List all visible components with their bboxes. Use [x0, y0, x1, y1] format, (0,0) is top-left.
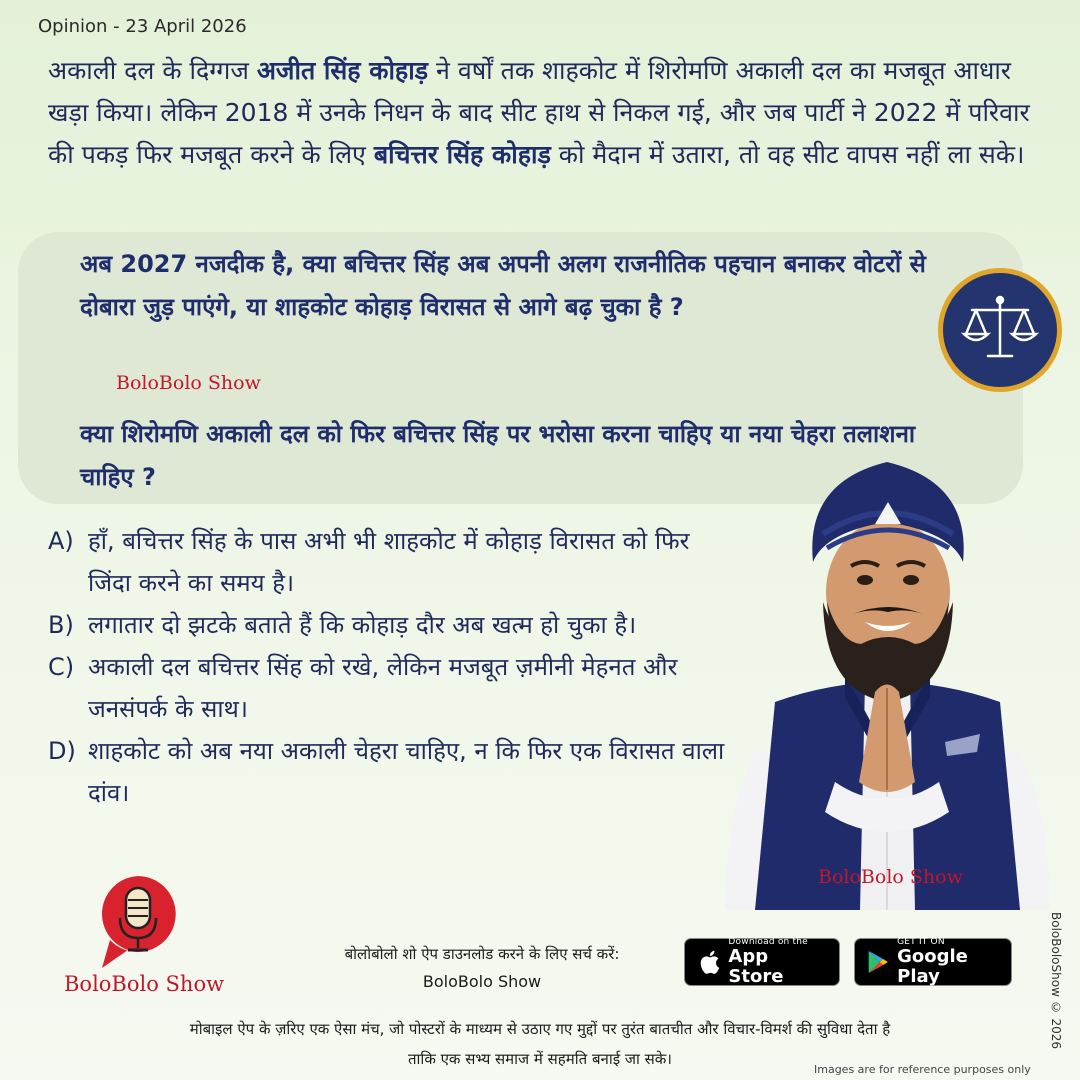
google-play-small-text: GET IT ON [897, 937, 945, 947]
google-play-button[interactable] [854, 938, 1012, 986]
disclaimer: Images are for reference purposes only [814, 1063, 1031, 1076]
watermark-text: BoloBolo Show [116, 372, 261, 394]
option-c[interactable] [48, 646, 728, 730]
scales-of-justice-icon [938, 268, 1062, 392]
intro-name-bachittar: बचित्तर सिंह कोहाड़ [373, 140, 551, 169]
download-app-name: BoloBolo Show [422, 972, 542, 991]
intro-paragraph [48, 50, 1048, 176]
download-prompt [292, 940, 672, 996]
intro-text-2: ने वर्षों तक शाहकोट में शिरोमणि अकाली दल का मजबूत आधार खड़ा किया। लेकिन 2018 में उनके निधन के बाद सीट हाथ से निकल गई, और जब पार्टी ने 2022 में परिवार की पकड़ फिर मजबूत करने के लिए [48, 56, 1030, 169]
option-text: लगातार दो झटके बताते हैं कि कोहाड़ दौर अब खत्म हो चुका है। [88, 611, 637, 639]
intro-text-1: अकाली दल के दिग्गज [48, 56, 257, 85]
option-d[interactable] [48, 730, 728, 814]
option-a[interactable] [48, 520, 728, 604]
option-letter: B) [48, 611, 74, 639]
option-letter: A) [48, 527, 74, 555]
app-store-small-text: Download on the [728, 937, 808, 947]
intro-name-ajit: अजीत सिंह कोहाड़ [256, 56, 429, 85]
options-list [48, 520, 728, 814]
option-text: हाँ, बचित्तर सिंह के पास अभी भी शाहकोट में कोहाड़ विरासत को फिर जिंदा करने का समय है। [88, 527, 690, 597]
tagline-line-1: मोबाइल ऐप के ज़रिए एक ऐसा मंच, जो पोस्टरों के माध्यम से उठाए गए मुद्दों पर तुरंत बातचीत और विचार-विमर्श की सुविधा देता है [189, 1020, 891, 1038]
google-play-icon [867, 948, 889, 976]
app-store-label: App Store [728, 946, 784, 987]
microphone-icon [98, 874, 178, 970]
option-text: शाहकोट को अब नया अकाली चेहरा चाहिए, न कि फिर एक विरासत वाला दांव। [88, 737, 725, 807]
politician-portrait [715, 452, 1060, 910]
copyright-vertical: BoloBoloShow © 2026 [1049, 912, 1063, 1050]
option-b[interactable] [48, 604, 728, 646]
app-store-button[interactable] [684, 938, 840, 986]
question-2: क्या शिरोमणि अकाली दल को फिर बचित्तर सिंह पर भरोसा करना चाहिए या नया चेहरा तलाशना चाहिए ? [80, 420, 916, 491]
question-1: अब 2027 नजदीक है, क्या बचित्तर सिंह अब अपनी अलग राजनीतिक पहचान बनाकर वोटरों से दोबारा जुड़ पाएंगे, या शाहकोट कोहाड़ विरासत से आगे बढ़ चुका है ? [80, 250, 926, 321]
google-play-label: Google Play [897, 946, 968, 987]
apple-icon [697, 948, 720, 976]
option-letter: C) [48, 653, 75, 681]
tagline-line-2: ताकि एक सभ्य समाज में सहमति बनाई जा सके। [408, 1050, 672, 1068]
watermark-text-portrait: BoloBolo Show [818, 866, 963, 888]
intro-text-3: को मैदान में उतारा, तो वह सीट वापस नहीं ला सके। [550, 140, 1025, 169]
option-letter: D) [48, 737, 76, 765]
download-text: बोलोबोलो शो ऐप डाउनलोड करने के लिए सर्च करें: [344, 945, 620, 963]
brand-logo-text: BoloBolo Show [64, 972, 225, 996]
dateline: Opinion - 23 April 2026 [38, 16, 247, 37]
option-text: अकाली दल बचित्तर सिंह को रखे, लेकिन मजबूत ज़मीनी मेहनत और जनसंपर्क के साथ। [88, 653, 678, 723]
